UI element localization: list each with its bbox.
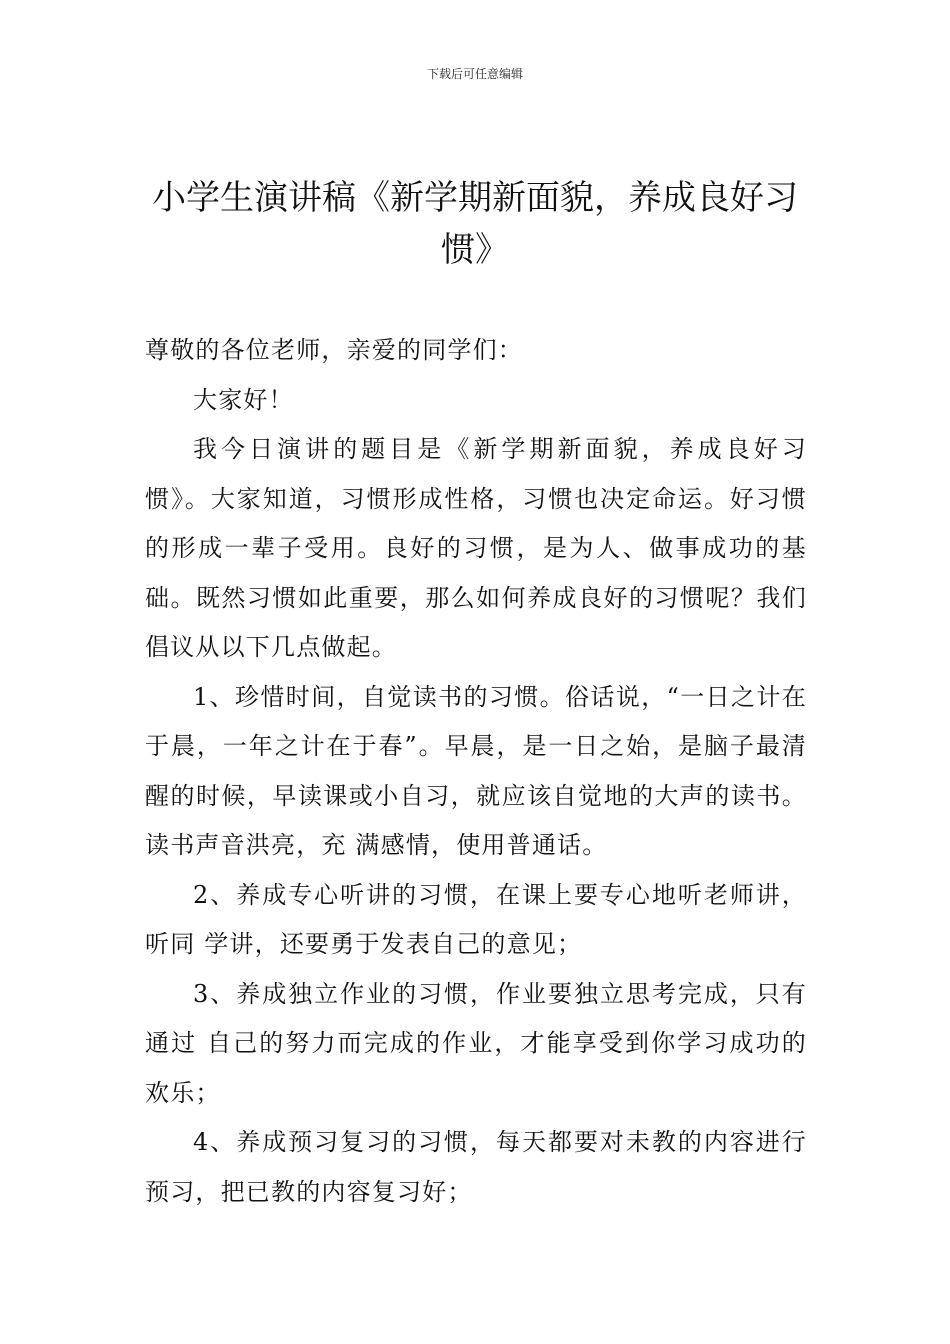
paragraph-item-2: 2、养成专心听讲的习惯，在课上要专心地听老师讲，听同 学讲，还要勇于发表自己的意见；: [145, 880, 807, 958]
greeting: 大家好！: [193, 385, 294, 414]
page-title: 小学生演讲稿《新学期新面貌，养成良好习惯》: [152, 178, 798, 270]
paragraph-intro: 我今日演讲的题目是《新学期新面貌，养成良好习惯》。大家知道，习惯形成性格，习惯也决定命运。好习惯的形成一辈子受用。良好的习惯，是为人、做事成功的基础。既然习惯如此重要，那么如何养成良好的习惯呢？我们倡议从以下几点做起。: [145, 435, 807, 661]
paragraph-item-1: 1、珍惜时间，自觉读书的习惯。俗话说，“一日之计在于晨，一年之计在于春”。早晨，是一日之始，是脑子最清醒的时候，早读课或小自习，就应该自觉地的大声的读书。读书声音洪亮，充 满感情，使用普通话。: [145, 682, 807, 859]
paragraph-item-4: 4、养成预习复习的习惯，每天都要对未教的内容进行预习，把已教的内容复习好；: [145, 1128, 807, 1206]
salutation: 尊敬的各位老师，亲爱的同学们：: [145, 336, 523, 364]
document-body: [145, 326, 807, 1217]
header-note: 下载后可任意编辑: [426, 67, 523, 81]
paragraph-item-3: 3、养成独立作业的习惯，作业要独立思考完成，只有通过 自己的努力而完成的作业，才能享受到你学习成功的欢乐；: [145, 979, 807, 1107]
